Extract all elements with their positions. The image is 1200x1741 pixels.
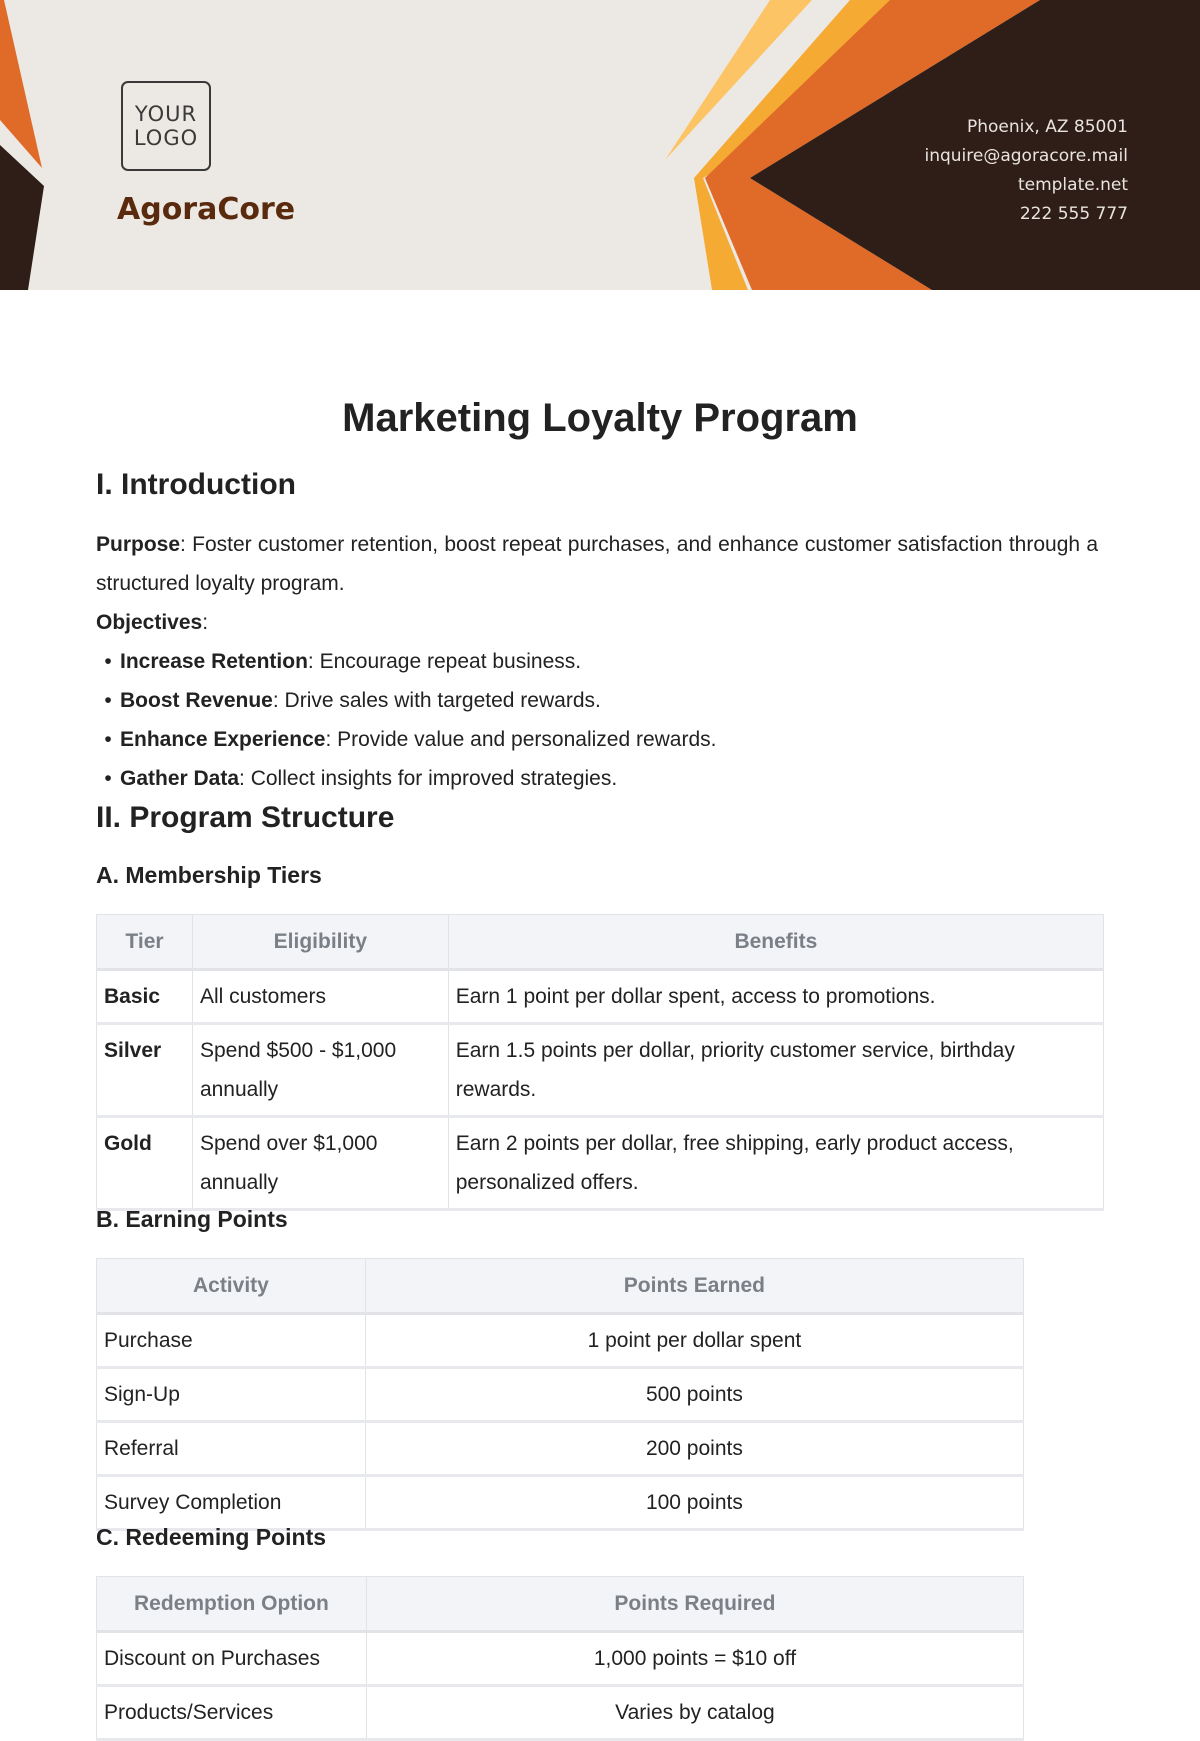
tier-cell: Gold <box>97 1117 193 1210</box>
purpose-text: : Foster customer retention, boost repeat purchases, and enhance customer satisfaction through a structured loyalty program. <box>96 533 1098 595</box>
eligibility-cell: Spend over $1,000 annually <box>192 1117 448 1210</box>
column-header-benefits: Benefits <box>448 915 1103 970</box>
points-cell: 500 points <box>365 1368 1023 1422</box>
table-row <box>97 1024 1104 1117</box>
eligibility-cell: Spend $500 - $1,000 annually <box>192 1024 448 1117</box>
document-title: Marketing Loyalty Program <box>342 396 858 440</box>
benefits-cell: Earn 1.5 points per dollar, priority customer service, birthday rewards. <box>448 1024 1103 1117</box>
table-header-row <box>97 1577 1024 1632</box>
document-header <box>0 0 1200 290</box>
objectives-label: Objectives <box>96 611 203 634</box>
section-heading-program-structure: II. Program Structure <box>96 801 395 834</box>
column-header-points-required: Points Required <box>366 1577 1023 1632</box>
table-header-row <box>97 915 1104 970</box>
table-row <box>97 1686 1024 1740</box>
subsection-heading-membership-tiers: A. Membership Tiers <box>96 862 322 888</box>
redemption-option-cell: Discount on Purchases <box>97 1632 367 1686</box>
table-row <box>97 1422 1024 1476</box>
tier-cell: Basic <box>97 970 193 1024</box>
points-cell: 100 points <box>365 1476 1023 1530</box>
points-cell: 200 points <box>365 1422 1023 1476</box>
logo-text-line2: LOGO <box>133 126 199 150</box>
column-header-points-earned: Points Earned <box>365 1259 1023 1314</box>
subsection-heading-redeeming-points: C. Redeeming Points <box>96 1524 327 1550</box>
logo-text-line1: YOUR <box>134 102 198 126</box>
tier-cell: Silver <box>97 1024 193 1117</box>
contact-address: Phoenix, AZ 85001 <box>966 117 1128 137</box>
benefits-cell: Earn 2 points per dollar, free shipping, early product access, personalized offers. <box>448 1117 1103 1210</box>
activity-cell: Sign-Up <box>97 1368 366 1422</box>
column-header-redemption-option: Redemption Option <box>97 1577 367 1632</box>
redeeming-points-table <box>96 1576 1024 1741</box>
logo-placeholder <box>121 81 211 171</box>
membership-tiers-table <box>96 914 1104 1211</box>
redemption-option-cell: Products/Services <box>97 1686 367 1740</box>
section-heading-introduction: I. Introduction <box>96 468 296 501</box>
objectives-label-line: Objectives: <box>96 611 209 634</box>
points-required-cell: 1,000 points = $10 off <box>366 1632 1023 1686</box>
contact-website[interactable]: template.net <box>1017 175 1128 195</box>
subsection-heading-earning-points: B. Earning Points <box>96 1206 288 1232</box>
objective-item: • Gather Data: Collect insights for improved strategies. <box>96 759 717 798</box>
purpose-label: Purpose <box>96 533 181 556</box>
contact-info <box>924 113 1128 229</box>
activity-cell: Survey Completion <box>97 1476 366 1530</box>
points-cell: 1 point per dollar spent <box>365 1314 1023 1368</box>
benefits-cell: Earn 1 point per dollar spent, access to promotions. <box>448 970 1103 1024</box>
table-row <box>97 970 1104 1024</box>
contact-email[interactable]: inquire@agoracore.mail <box>924 146 1128 166</box>
contact-phone: 222 555 777 <box>1019 204 1128 224</box>
column-header-activity: Activity <box>97 1259 366 1314</box>
table-row <box>97 1632 1024 1686</box>
column-header-eligibility: Eligibility <box>192 915 448 970</box>
points-required-cell: Varies by catalog <box>366 1686 1023 1740</box>
objective-item: • Enhance Experience: Provide value and personalized rewards. <box>96 720 717 759</box>
earning-points-table <box>96 1258 1024 1531</box>
brand-name: AgoraCore <box>117 192 296 227</box>
table-row <box>97 1476 1024 1530</box>
objective-item: • Boost Revenue: Drive sales with targeted rewards. <box>96 681 717 720</box>
activity-cell: Referral <box>97 1422 366 1476</box>
objective-item: • Increase Retention: Encourage repeat business. <box>96 642 717 681</box>
table-row <box>97 1368 1024 1422</box>
objectives-list <box>96 642 717 798</box>
purpose-paragraph <box>96 525 1098 603</box>
table-header-row <box>97 1259 1024 1314</box>
table-row <box>97 1117 1104 1210</box>
eligibility-cell: All customers <box>192 970 448 1024</box>
activity-cell: Purchase <box>97 1314 366 1368</box>
column-header-tier: Tier <box>97 915 193 970</box>
table-row <box>97 1314 1024 1368</box>
